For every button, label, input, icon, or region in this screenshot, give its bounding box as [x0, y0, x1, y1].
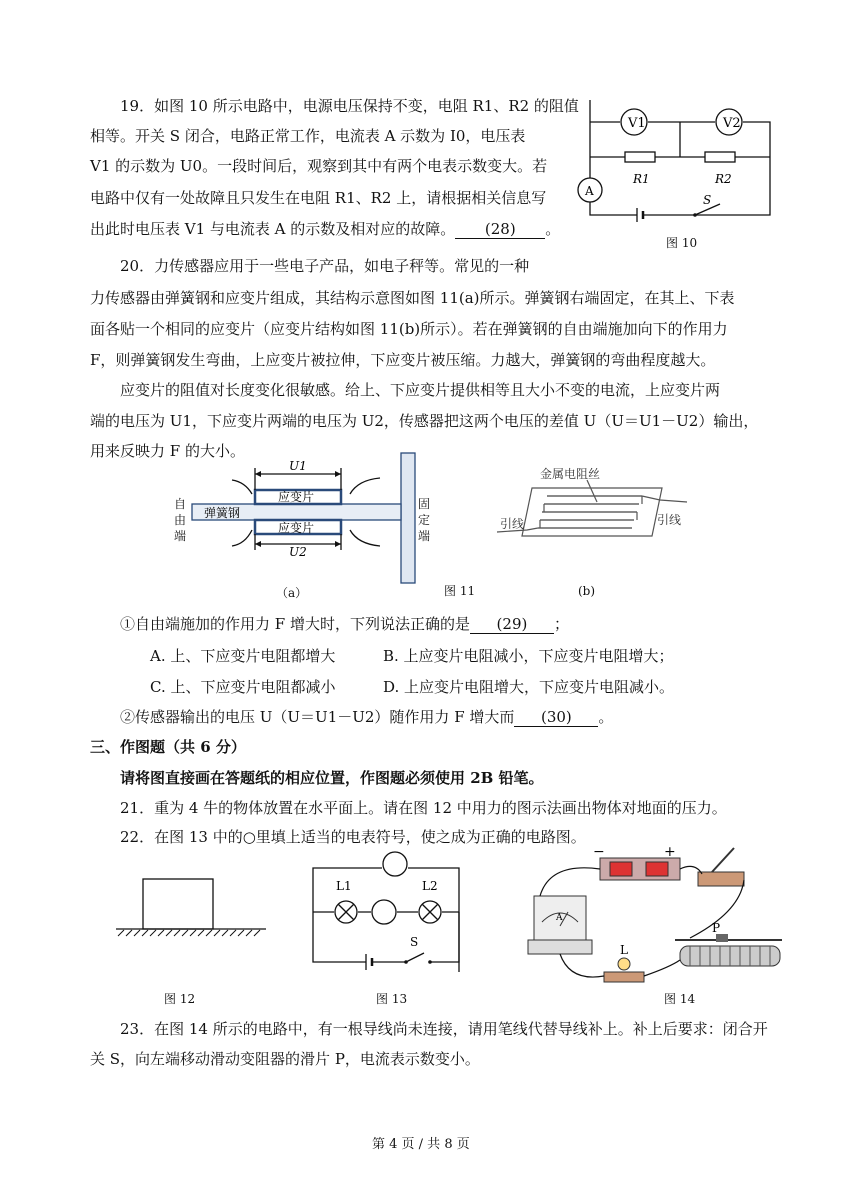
- l2-label: L2: [422, 879, 438, 893]
- u2-label: U2: [289, 545, 307, 559]
- figure-11b-caption: (b): [578, 584, 596, 598]
- l1-label: L1: [336, 879, 352, 893]
- figure-11b-strain-gauge: [492, 466, 702, 556]
- figure-13-caption: 图 13: [376, 992, 408, 1006]
- q21-text: 21．重为 4 牛的物体放置在水平面上。请在图 12 中用力的图示法画出物体对地面的压力。: [120, 799, 727, 817]
- figure-11-caption: 图 11: [444, 584, 476, 598]
- q20-line6: 端的电压为 U1，下应变片两端的电压为 U2，传感器把这两个电压的差值 U（U＝U1－U2）输出，: [90, 412, 759, 430]
- section-3-title: 三、作图题（共 6 分）: [90, 738, 246, 756]
- figure-14-caption: 图 14: [664, 992, 696, 1006]
- subq2-line: [120, 707, 613, 727]
- metal-wire-label: 金属电阻丝: [540, 467, 601, 481]
- q20-line5: 应变片的阻值对长度变化很敏感。给上、下应变片提供相等且大小不变的电流，上应变片两: [120, 381, 721, 399]
- answer-blank-28[interactable]: (28): [455, 220, 545, 239]
- page-footer: 第 4 页 / 共 8 页: [372, 1137, 470, 1152]
- q19-line5: [90, 219, 560, 239]
- q23-line1: 23．在图 14 所示的电路中，有一根导线尚未连接，请用笔线代替导线补上。补上后要求：闭合开: [120, 1020, 768, 1038]
- figure-12-caption: 图 12: [164, 992, 196, 1006]
- q23-line2: 关 S，向左端移动滑动变阻器的滑片 P，电流表示数变小。: [90, 1050, 480, 1068]
- subq2-end: 。: [598, 708, 614, 726]
- figure-10-caption: 图 10: [666, 236, 698, 250]
- top-gauge-label: 应变片: [278, 490, 315, 504]
- r1-label: R1: [633, 172, 650, 186]
- q19-line1: 19．如图 10 所示电路中，电源电压保持不变，电阻 R1、R2 的阻值: [120, 97, 579, 115]
- answer-blank-29[interactable]: (29): [470, 615, 554, 634]
- q19-line5-text: 出此时电压表 V1 与电流表 A 的示数及相对应的故障。: [90, 220, 456, 238]
- spring-steel-label: 弹簧钢: [204, 506, 241, 520]
- figure-11a-caption: （a）: [276, 586, 308, 600]
- left-lead-label: 引线: [500, 517, 525, 531]
- subq1-text: ①自由端施加的作用力 F 增大时，下列说法正确的是: [120, 615, 470, 633]
- plus-label: +: [664, 844, 676, 860]
- q20-line1: 20．力传感器应用于一些电子产品，如电子秤等。常见的一种: [120, 257, 530, 275]
- switch-s-label: S: [703, 193, 712, 207]
- figure-14-physical-circuit: [520, 842, 790, 992]
- bottom-gauge-label: 应变片: [278, 521, 315, 535]
- lamp-l-label: L: [620, 943, 628, 957]
- free-end-label: 自由端: [174, 497, 187, 543]
- v2-label: V2: [723, 116, 741, 131]
- option-d: D. 上应变片电阻增大，下应变片电阻减小。: [383, 678, 675, 696]
- right-lead-label: 引线: [657, 513, 682, 527]
- v1-label: V1: [628, 116, 646, 131]
- minus-label: −: [593, 844, 605, 860]
- option-c: C. 上、下应变片电阻都减小: [150, 678, 336, 696]
- slider-p-label: P: [712, 921, 721, 935]
- subq2-text: ②传感器输出的电压 U（U＝U1－U2）随作用力 F 增大而: [120, 708, 515, 726]
- subq1-end: ；: [553, 615, 569, 633]
- ammeter-a-label: A: [585, 184, 594, 198]
- q20-line2: 力传感器由弹簧钢和应变片组成，其结构示意图如图 11(a)所示。弹簧钢右端固定，在其上、下表: [90, 289, 735, 307]
- q19-line3: V1 的示数为 U0。一段时间后，观察到其中有两个电表示数变大。若: [90, 157, 548, 175]
- q19-line5-end: 。: [545, 220, 561, 238]
- figure-10-circuit: [570, 100, 780, 250]
- r2-label: R2: [715, 172, 732, 186]
- q22-text: 22．在图 13 中的○里填上适当的电表符号，使之成为正确的电路图。: [120, 828, 586, 846]
- q20-line3: 面各贴一个相同的应变片（应变片结构如图 11(b)所示）。若在弹簧钢的自由端施加向下的作用力: [90, 320, 728, 338]
- figure-12-block-on-floor: [116, 870, 266, 940]
- switch-label: S: [410, 935, 419, 949]
- q20-line4: F，则弹簧钢发生弯曲，上应变片被拉伸，下应变片被压缩。力越大，弹簧钢的弯曲程度越大。: [90, 351, 716, 369]
- q19-line4: 电路中仅有一处故障且只发生在电阻 R1、R2 上，请根据相关信息写: [90, 189, 547, 207]
- fixed-end-label: 固定端: [418, 497, 431, 543]
- figure-11a-force-sensor: [170, 452, 450, 592]
- figure-13-circuit: [306, 852, 466, 972]
- subq1-line: [120, 614, 569, 634]
- section-3-instruction: 请将图直接画在答题纸的相应位置，作图题必须使用 2B 铅笔。: [120, 769, 544, 787]
- u1-label: U1: [289, 459, 307, 473]
- ammeter-face-label: A: [556, 913, 563, 923]
- option-b: B. 上应变片电阻减小，下应变片电阻增大；: [383, 647, 674, 665]
- option-a: A. 上、下应变片电阻都增大: [150, 647, 336, 665]
- answer-blank-30[interactable]: (30): [514, 708, 598, 727]
- q20-line7: 用来反映力 F 的大小。: [90, 442, 245, 460]
- q19-line2: 相等。开关 S 闭合，电路正常工作，电流表 A 示数为 I0，电压表: [90, 127, 526, 145]
